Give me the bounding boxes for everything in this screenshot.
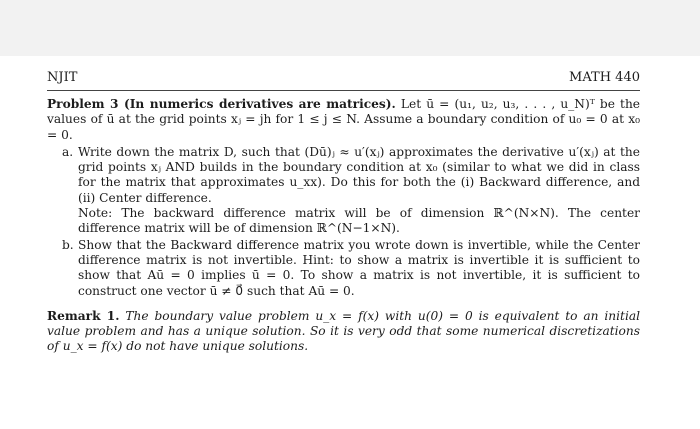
problem-title: Problem 3 (In numerics derivatives are matrices).	[47, 97, 396, 111]
problem-parts	[47, 145, 640, 299]
remark-title: Remark 1.	[47, 308, 120, 323]
header-right: MATH 440	[569, 70, 640, 85]
remark-text: The boundary value problem u_x = f(x) with u(0) = 0 is equivalent to an initial value problem and has a unique solution. So it is very odd that some numerical discretizations of u_x = f(x) do not have unique solutions.	[47, 308, 641, 354]
page-header	[47, 70, 640, 88]
part-a-note: Note: The backward difference matrix will be of dimension ℝ^(N×N). The center difference matrix will be of dimension ℝ^(N−1×N).	[78, 206, 640, 236]
problem-intro: Let ū = (u₁, u₂, u₃, . . . , u_N)ᵀ be the values of ū at the grid points xⱼ = jh for 1 ≤ j ≤ N. Assume a boundary condition of u₀ = 0 at x₀ = 0.	[47, 97, 641, 142]
remark	[47, 309, 640, 355]
document-content	[47, 97, 640, 357]
header-rule	[47, 90, 640, 91]
header-left: NJIT	[47, 70, 78, 85]
part-a	[47, 145, 640, 237]
top-band	[0, 0, 700, 56]
part-b-label: b.	[62, 237, 74, 252]
part-a-text: Write down the matrix D, such that (Dū)ⱼ ≈ u′(xⱼ) approximates the derivative u′(xⱼ) at the grid points xⱼ AND builds in the boundary condition at x₀ (similar to what we did in class for the matrix that approximates u_xx). Do this for both the (i) Backward difference, and (ii) Center difference.	[78, 144, 640, 205]
part-a-label: a.	[62, 144, 74, 159]
problem-statement	[47, 97, 640, 143]
part-b	[47, 238, 640, 299]
part-b-text: Show that the Backward difference matrix you wrote down is invertible, while the Center difference matrix is not invertible. Hint: to show a matrix is invertible it is sufficient to show that Aū = 0 implies ū = 0. To show a matrix is not invertible, it is sufficient to construct one vector ū ≠ 0⃗ such that Aū = 0.	[78, 237, 640, 298]
